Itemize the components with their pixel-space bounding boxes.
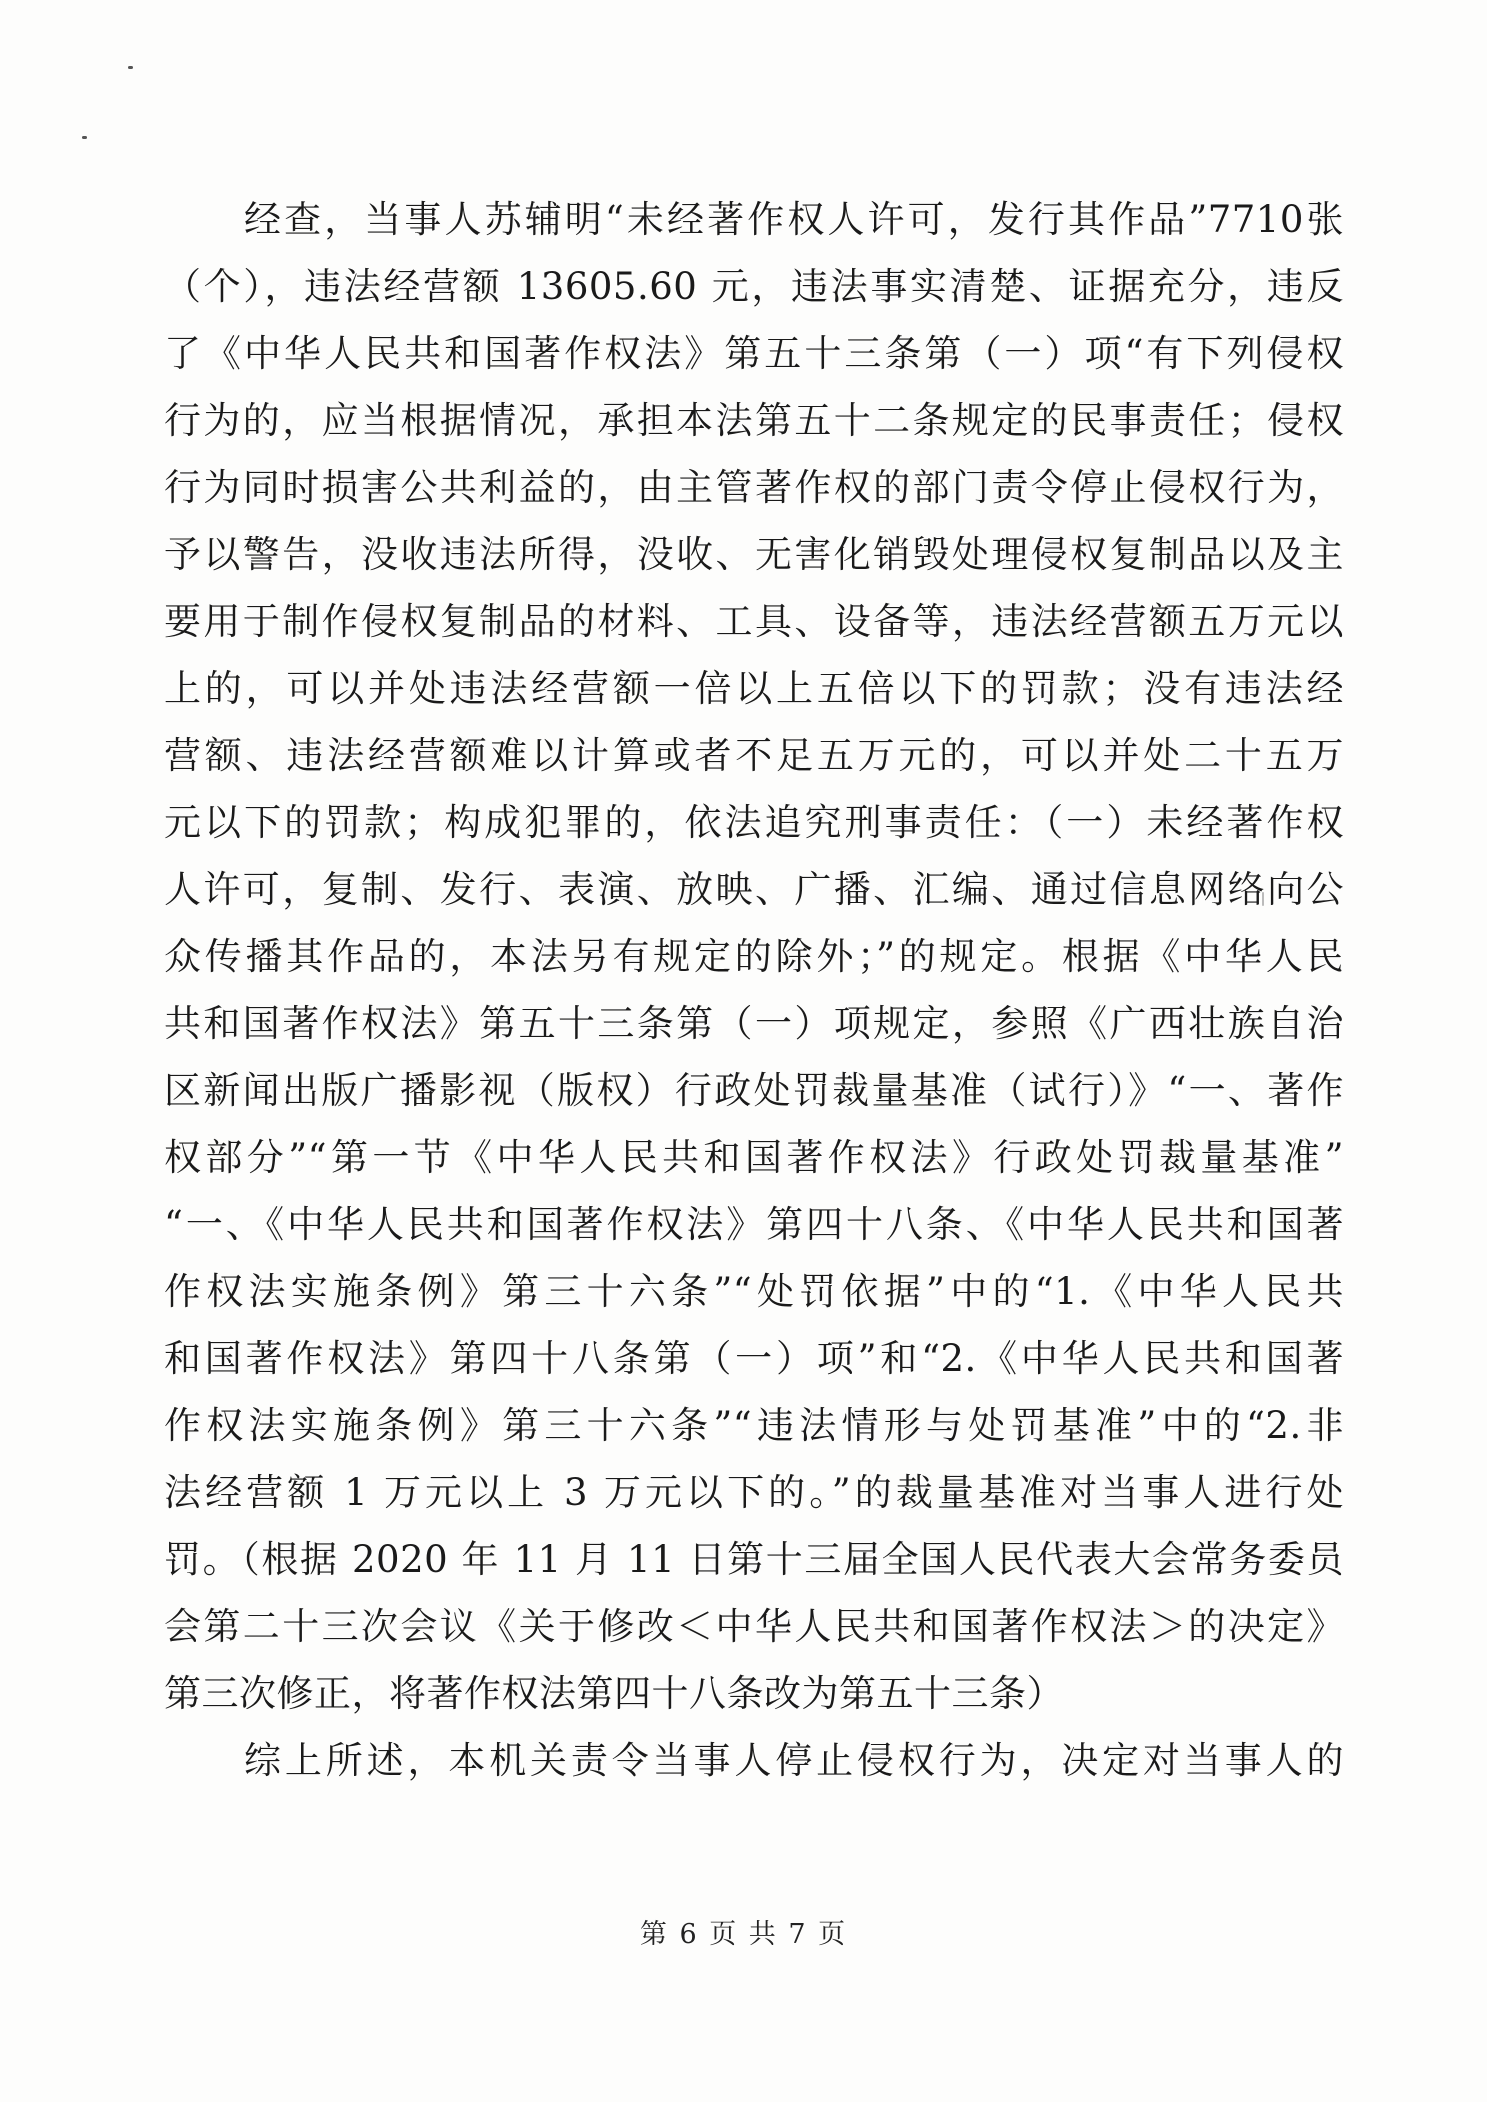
text-line: 营额、违法经营额难以计算或者不足五万元的，可以并处二十五万 xyxy=(164,734,1344,777)
text-line: 上的，可以并处违法经营额一倍以上五倍以下的罚款；没有违法经 xyxy=(164,667,1344,710)
text-line: 权部分”“第一节《中华人民共和国著作权法》行政处罚裁量基准” xyxy=(164,1136,1344,1179)
text-line: 行为的，应当根据情况，承担本法第五十二条规定的民事责任；侵权 xyxy=(164,399,1344,442)
text-line: 人许可，复制、发行、表演、放映、广播、汇编、通过信息网络向公 xyxy=(164,868,1344,911)
page-footer: 第 6 页 共 7 页 xyxy=(639,1919,848,1950)
text-line: 区新闻出版广播影视（版权）行政处罚裁量基准（试行）》“一、著作 xyxy=(164,1069,1344,1112)
text-line: 予以警告，没收违法所得，没收、无害化销毁处理侵权复制品以及主 xyxy=(164,533,1344,576)
text-line: 第三次修正，将著作权法第四十八条改为第五十三条） xyxy=(164,1672,1064,1715)
text-line: 了《中华人民共和国著作权法》第五十三条第（一）项“有下列侵权 xyxy=(164,332,1344,375)
text-line: 共和国著作权法》第五十三条第（一）项规定，参照《广西壮族自治 xyxy=(164,1002,1344,1045)
text-line: 作权法实施条例》第三十六条”“违法情形与处罚基准”中的“2.非 xyxy=(164,1404,1344,1447)
text-line: 法经营额 1 万元以上 3 万元以下的。”的裁量基准对当事人进行处 xyxy=(164,1471,1344,1514)
text-line: 元以下的罚款；构成犯罪的，依法追究刑事责任：（一）未经著作权 xyxy=(164,801,1344,844)
text-line: 行为同时损害公共利益的，由主管著作权的部门责令停止侵权行为， xyxy=(164,466,1344,509)
text-line: 要用于制作侵权复制品的材料、工具、设备等，违法经营额五万元以 xyxy=(164,600,1344,643)
text-line: 会第二十三次会议《关于修改＜中华人民共和国著作权法＞的决定》 xyxy=(164,1605,1344,1648)
paragraph-findings xyxy=(164,186,1344,1727)
document-body xyxy=(164,186,1344,1794)
scan-speck xyxy=(82,136,87,139)
text-line: （个），违法经营额 13605.60 元，违法事实清楚、证据充分，违反 xyxy=(164,265,1344,308)
text-line: 和国著作权法》第四十八条第（一）项”和“2.《中华人民共和国著 xyxy=(164,1337,1344,1380)
text-line: 罚。（根据 2020 年 11 月 11 日第十三届全国人民代表大会常务委员 xyxy=(164,1538,1344,1581)
text-line: 作权法实施条例》第三十六条”“处罚依据”中的“1.《中华人民共 xyxy=(164,1270,1344,1313)
scan-speck xyxy=(128,66,133,69)
paragraph-conclusion xyxy=(164,1727,1344,1794)
text-line: 众传播其作品的，本法另有规定的除外；”的规定。根据《中华人民 xyxy=(164,935,1344,978)
text-line: 经查，当事人苏辅明“未经著作权人许可，发行其作品”7710张 xyxy=(244,198,1344,241)
text-line: “一、《中华人民共和国著作权法》第四十八条、《中华人民共和国著 xyxy=(164,1203,1344,1246)
text-line: 综上所述，本机关责令当事人停止侵权行为，决定对当事人的 xyxy=(244,1739,1344,1782)
